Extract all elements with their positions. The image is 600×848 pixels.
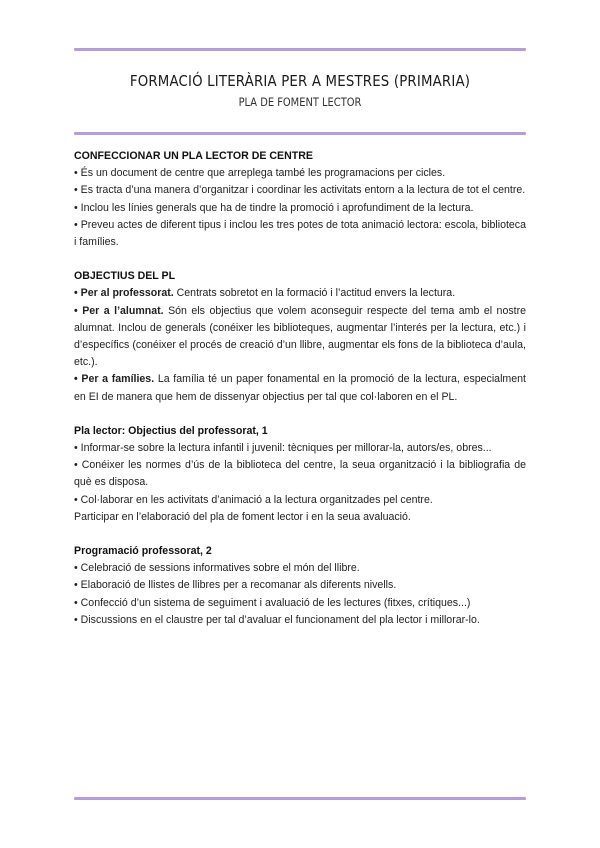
item-text: Centrats sobretot en la formació i l’actitud envers la lectura. (173, 287, 456, 300)
document-body (74, 148, 526, 646)
page-title: FORMACIÓ LITERÀRIA PER A MESTRES (PRIMARIA) (129, 72, 471, 90)
list-item: Participar en l’elaboració del pla de foment lector i en la seua avaluació. (74, 510, 411, 523)
top-divider (74, 48, 526, 51)
page-subtitle: PLA DE FOMENT LECTOR (238, 95, 362, 109)
list-item: • Inclou les línies generals que ha de tindre la promoció i aprofundiment de la lectura. (74, 201, 474, 214)
item-text: Són els objectius que volem aconseguir respecte del tema amb el nostre alumnat. Inclou de generals (conéixer les biblioteques, augmentar l’interés per la lectura, etc.) i d’específics (conéixer el procés de creació d’un llibre, augmentar els fons de la biblioteca d’aula, etc.). (74, 304, 526, 369)
list-item: • Informar-se sobre la lectura infantil i juvenil: tècniques per millorar-la, autors/es, obres... (74, 442, 492, 455)
list-item: • Elaboració de llistes de llibres per a recomanar als diferents nivells. (74, 579, 397, 592)
page-header (74, 72, 526, 109)
section-title: OBJECTIUS DEL PL (74, 270, 176, 283)
item-lead: • Per a l’alumnat. (74, 304, 164, 317)
list-item: • És un document de centre que arreplega també les programacions per cicles. (74, 167, 446, 180)
section-title: CONFECCIONAR UN PLA LECTOR DE CENTRE (74, 150, 313, 162)
list-item: • Confecció d’un sistema de seguiment i avaluació de les lectures (fitxes, crítiques...) (74, 596, 471, 609)
section-pla-lector (74, 148, 526, 251)
item-lead: • Per al professorat. (74, 287, 174, 300)
header-divider (74, 132, 526, 135)
list-item: • Conéixer les normes d’ús de la biblioteca del centre, la seua organització i la bibliografia de què es disposa. (74, 459, 526, 489)
bottom-divider (74, 797, 526, 800)
item-text: La família té un paper fonamental en la promoció de la lectura, especialment en EI de manera que hem de dissenyar objectius per tal que col·laboren en el PL. (74, 373, 526, 403)
list-item: • Es tracta d’una manera d’organitzar i coordinar les activitats entorn a la lectura de tot el centre. (74, 184, 526, 197)
list-item (74, 285, 526, 302)
list-item (74, 303, 526, 372)
section-title: Programació professorat, 2 (74, 545, 212, 558)
section-title: Pla lector: Objectius del professorat, 1 (74, 424, 268, 437)
list-item: • Col·laborar en les activitats d’animació a la lectura organitzades pel centre. (74, 493, 433, 506)
list-item (74, 371, 526, 405)
section-objectius-professorat (74, 423, 526, 526)
section-programacio-professorat (74, 543, 526, 629)
section-objectius (74, 268, 526, 406)
list-item: • Celebració de sessions informatives sobre el món del llibre. (74, 562, 360, 575)
list-item: • Preveu actes de diferent tipus i inclou les tres potes de tota animació lectora: escola, biblioteca i famílies. (74, 218, 526, 249)
item-lead: • Per a famílies. (74, 373, 155, 386)
list-item: • Discussions en el claustre per tal d’avaluar el funcionament del pla lector i millorar-lo. (74, 613, 480, 626)
